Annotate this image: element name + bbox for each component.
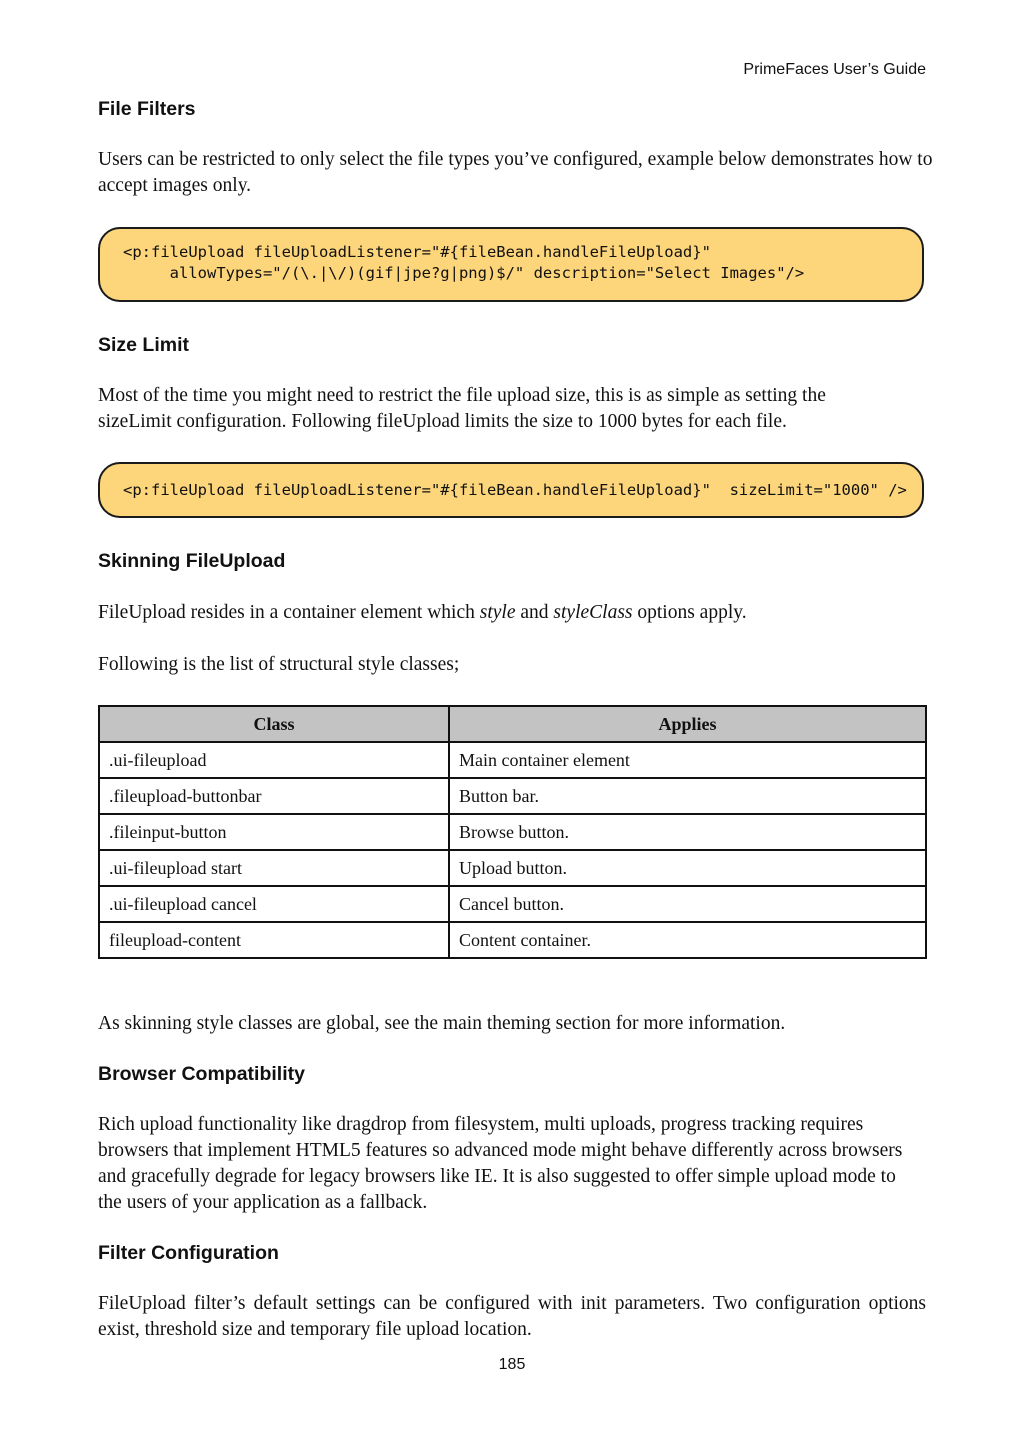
column-header-applies: Applies bbox=[449, 706, 926, 742]
text-span: FileUpload resides in a container element which bbox=[98, 602, 480, 623]
code-line: allowTypes="/(\.|\/)(gif|jpe?g|png)$/" description="Select Images"/> bbox=[123, 264, 805, 282]
column-header-class: Class bbox=[99, 706, 449, 742]
table-row bbox=[99, 850, 926, 886]
cell-class: .fileinput-button bbox=[99, 814, 449, 850]
code-block-file-filters bbox=[98, 227, 924, 302]
paragraph-browser-compatibility: Rich upload functionality like dragdrop from filesystem, multi uploads, progress tracking requires browsers that implement HTML5 features so advanced mode might behave differently across browsers and gracefully degrade for legacy browsers like IE. It is also suggested to offer simple upload mode to the users of your application as a fallback. bbox=[98, 1114, 903, 1213]
paragraph-after-table: As skinning style classes are global, see the main theming section for more information. bbox=[98, 1013, 786, 1034]
cell-class: .ui-fileupload bbox=[99, 742, 449, 778]
heading-browser-compatibility: Browser Compatibility bbox=[98, 1063, 305, 1085]
cell-applies: Main container element bbox=[449, 742, 926, 778]
table-header-row bbox=[99, 706, 926, 742]
cell-applies: Cancel button. bbox=[449, 886, 926, 922]
table-row bbox=[99, 778, 926, 814]
heading-file-filters: File Filters bbox=[98, 98, 196, 120]
cell-class: .ui-fileupload cancel bbox=[99, 886, 449, 922]
table-row bbox=[99, 886, 926, 922]
cell-applies: Browse button. bbox=[449, 814, 926, 850]
table-row bbox=[99, 922, 926, 958]
running-header: PrimeFaces User’s Guide bbox=[743, 61, 926, 78]
heading-filter-configuration: Filter Configuration bbox=[98, 1242, 279, 1264]
table-row bbox=[99, 742, 926, 778]
style-classes-table bbox=[98, 705, 927, 959]
cell-applies: Content container. bbox=[449, 922, 926, 958]
paragraph-style-classes: Following is the list of structural style classes; bbox=[98, 654, 460, 675]
code-line: <p:fileUpload fileUploadListener="#{fileBean.handleFileUpload}" bbox=[123, 243, 711, 261]
cell-class: .ui-fileupload start bbox=[99, 850, 449, 886]
emphasis-style-class: styleClass bbox=[553, 602, 633, 623]
heading-size-limit: Size Limit bbox=[98, 334, 190, 356]
table-row bbox=[99, 814, 926, 850]
cell-class: .fileupload-buttonbar bbox=[99, 778, 449, 814]
page-number: 185 bbox=[498, 1356, 526, 1373]
paragraph-size-limit: Most of the time you might need to restrict the file upload size, this is as simple as setting the sizeLimit configuration. Following fileUpload limits the size to 1000 bytes for each file. bbox=[98, 385, 826, 432]
text-span: options apply. bbox=[632, 602, 747, 623]
cell-applies: Button bar. bbox=[449, 778, 926, 814]
emphasis-style: style bbox=[479, 602, 516, 623]
code-line: <p:fileUpload fileUploadListener="#{fileBean.handleFileUpload}" sizeLimit="1000" /> bbox=[123, 481, 907, 499]
paragraph-file-filters: Users can be restricted to only select the file types you’ve configured, example below demonstrates how to accept images only. bbox=[98, 149, 933, 196]
code-block-size-limit bbox=[98, 462, 924, 518]
cell-class: fileupload-content bbox=[99, 922, 449, 958]
cell-applies: Upload button. bbox=[449, 850, 926, 886]
heading-skinning: Skinning FileUpload bbox=[98, 550, 286, 572]
paragraph-filter-configuration: FileUpload filter’s default settings can be configured with init parameters. Two configuration options exist, threshold size and temporary file upload location. bbox=[98, 1293, 926, 1340]
text-span: and bbox=[515, 602, 554, 623]
paragraph-skinning-intro bbox=[98, 600, 926, 626]
